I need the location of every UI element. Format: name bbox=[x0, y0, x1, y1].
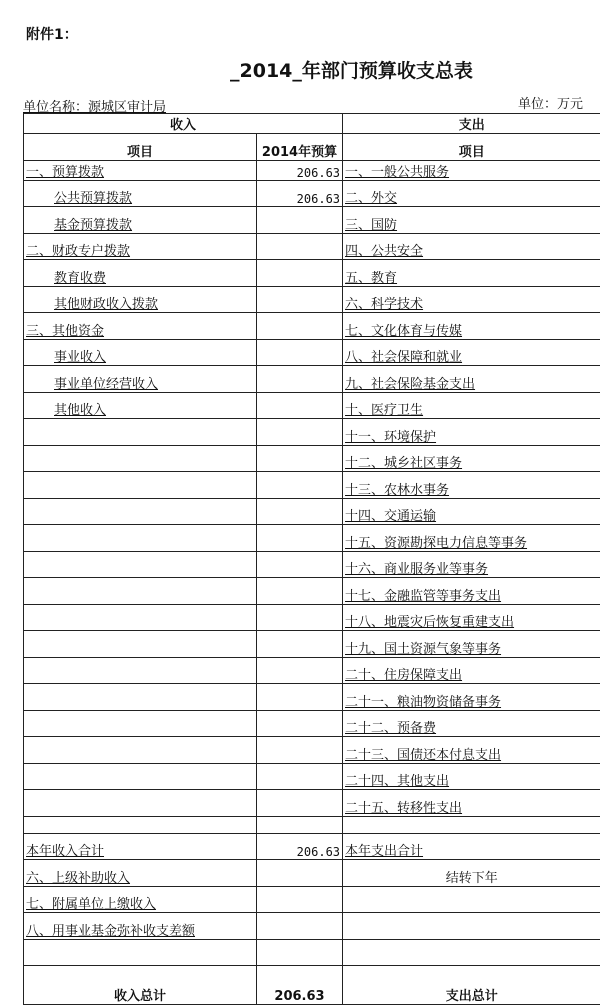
table-row bbox=[24, 860, 600, 887]
table-row bbox=[24, 710, 600, 737]
budget-amount bbox=[257, 525, 343, 552]
income-item: 三、其他资金 bbox=[24, 313, 257, 340]
table-row bbox=[24, 366, 600, 393]
expense-item: 十三、农林水事务 bbox=[343, 472, 600, 499]
income-item: 一、预算拨款 bbox=[24, 160, 257, 180]
budget-amount bbox=[257, 260, 343, 287]
expense-item: 四、公共安全 bbox=[343, 233, 600, 260]
table-row bbox=[24, 790, 600, 817]
expense-item: 二十一、粮油物资储备事务 bbox=[343, 684, 600, 711]
budget-amount bbox=[257, 737, 343, 764]
affiliate-label: 七、附属单位上缴收入 bbox=[24, 886, 257, 913]
expense-item: 五、教育 bbox=[343, 260, 600, 287]
table-row bbox=[24, 498, 600, 525]
unit-name: 单位名称：源城区审计局 bbox=[23, 96, 166, 115]
table-body bbox=[24, 160, 600, 816]
income-item: 基金预算拨款 bbox=[24, 207, 257, 234]
budget-amount bbox=[257, 207, 343, 234]
income-item: 教育收费 bbox=[24, 260, 257, 287]
budget-amount bbox=[257, 339, 343, 366]
attachment-label: 附件1： bbox=[26, 24, 78, 44]
total-income-amount: 206.63 bbox=[257, 966, 343, 1005]
table-row bbox=[24, 551, 600, 578]
income-item bbox=[24, 419, 257, 446]
expense-item: 二十四、其他支出 bbox=[343, 763, 600, 790]
income-item: 其他收入 bbox=[24, 392, 257, 419]
header-row-1 bbox=[24, 114, 600, 134]
table-row bbox=[24, 180, 600, 207]
expense-item: 十、医疗卫生 bbox=[343, 392, 600, 419]
item-header-expense: 项目 bbox=[343, 134, 600, 161]
table-row bbox=[24, 913, 600, 940]
expense-item: 十八、地震灾后恢复重建支出 bbox=[343, 604, 600, 631]
table-row bbox=[24, 207, 600, 234]
income-item bbox=[24, 551, 257, 578]
header-row-2 bbox=[24, 134, 600, 161]
expense-item: 三、国防 bbox=[343, 207, 600, 234]
income-item: 二、财政专户拨款 bbox=[24, 233, 257, 260]
expense-header: 支出 bbox=[343, 114, 600, 134]
income-item bbox=[24, 498, 257, 525]
income-item bbox=[24, 472, 257, 499]
budget-amount bbox=[257, 684, 343, 711]
table-row bbox=[24, 939, 600, 966]
table-row bbox=[24, 160, 600, 180]
expense-item: 十一、环境保护 bbox=[343, 419, 600, 446]
budget-amount bbox=[257, 790, 343, 817]
budget-amount bbox=[257, 631, 343, 658]
budget-amount bbox=[257, 419, 343, 446]
budget-table bbox=[23, 113, 600, 1005]
expense-item: 十四、交通运输 bbox=[343, 498, 600, 525]
grand-total-row bbox=[24, 966, 600, 1005]
income-item: 其他财政收入拨款 bbox=[24, 286, 257, 313]
budget-amount bbox=[257, 233, 343, 260]
table-row bbox=[24, 816, 600, 833]
budget-amount bbox=[257, 366, 343, 393]
budget-amount bbox=[257, 710, 343, 737]
fund-label: 八、用事业基金弥补收支差额 bbox=[24, 913, 257, 940]
expense-item: 二、外交 bbox=[343, 180, 600, 207]
income-item bbox=[24, 578, 257, 605]
table-row bbox=[24, 525, 600, 552]
budget-amount bbox=[257, 445, 343, 472]
income-item bbox=[24, 710, 257, 737]
income-item bbox=[24, 737, 257, 764]
budget-amount bbox=[257, 578, 343, 605]
item-header: 项目 bbox=[24, 134, 257, 161]
year-income-label: 本年收入合计 bbox=[24, 833, 257, 860]
table-row bbox=[24, 445, 600, 472]
income-item: 事业单位经营收入 bbox=[24, 366, 257, 393]
budget-amount bbox=[257, 286, 343, 313]
expense-item: 十二、城乡社区事务 bbox=[343, 445, 600, 472]
income-item bbox=[24, 684, 257, 711]
table-row bbox=[24, 657, 600, 684]
expense-item: 八、社会保障和就业 bbox=[343, 339, 600, 366]
income-item: 公共预算拨款 bbox=[24, 180, 257, 207]
income-header: 收入 bbox=[24, 114, 343, 134]
expense-item: 十九、国土资源气象等事务 bbox=[343, 631, 600, 658]
budget-amount bbox=[257, 392, 343, 419]
table-row bbox=[24, 472, 600, 499]
year-total-row bbox=[24, 833, 600, 860]
budget-amount bbox=[257, 604, 343, 631]
income-item bbox=[24, 604, 257, 631]
table-row bbox=[24, 684, 600, 711]
year-income-amount: 206.63 bbox=[257, 833, 343, 860]
budget-amount bbox=[257, 551, 343, 578]
expense-item: 六、科学技术 bbox=[343, 286, 600, 313]
table-row bbox=[24, 392, 600, 419]
table-row bbox=[24, 286, 600, 313]
budget-amount bbox=[257, 313, 343, 340]
table-row bbox=[24, 737, 600, 764]
year-expense-label: 本年支出合计 bbox=[343, 833, 600, 860]
budget-amount: 206.63 bbox=[257, 160, 343, 180]
table-row bbox=[24, 604, 600, 631]
expense-item: 二十三、国债还本付息支出 bbox=[343, 737, 600, 764]
table-row bbox=[24, 339, 600, 366]
total-income-label: 收入总计 bbox=[24, 966, 257, 1005]
expense-item: 二十二、预备费 bbox=[343, 710, 600, 737]
sub-income-label: 六、上级补助收入 bbox=[24, 860, 257, 887]
expense-item: 二十、住房保障支出 bbox=[343, 657, 600, 684]
expense-item: 十六、商业服务业等事务 bbox=[343, 551, 600, 578]
income-item bbox=[24, 657, 257, 684]
table-row bbox=[24, 763, 600, 790]
income-item: 事业收入 bbox=[24, 339, 257, 366]
expense-item: 十五、资源勘探电力信息等事务 bbox=[343, 525, 600, 552]
income-item bbox=[24, 790, 257, 817]
income-item bbox=[24, 763, 257, 790]
carry-label: 结转下年 bbox=[343, 860, 600, 887]
expense-item: 七、文化体育与传媒 bbox=[343, 313, 600, 340]
page-title: _2014_年部门预算收支总表 bbox=[230, 56, 473, 83]
income-item bbox=[24, 631, 257, 658]
budget-amount bbox=[257, 472, 343, 499]
unit-label: 单位：万元 bbox=[518, 93, 583, 112]
table-row bbox=[24, 260, 600, 287]
table-row bbox=[24, 419, 600, 446]
expense-item: 十七、金融监管等事务支出 bbox=[343, 578, 600, 605]
table-row bbox=[24, 578, 600, 605]
expense-item: 二十五、转移性支出 bbox=[343, 790, 600, 817]
table-row bbox=[24, 233, 600, 260]
budget-amount bbox=[257, 657, 343, 684]
budget-header: 2014年预算 bbox=[257, 134, 343, 161]
income-item bbox=[24, 525, 257, 552]
income-item bbox=[24, 445, 257, 472]
total-expense-label: 支出总计 bbox=[343, 966, 600, 1005]
budget-amount: 206.63 bbox=[257, 180, 343, 207]
budget-amount bbox=[257, 763, 343, 790]
table-row bbox=[24, 886, 600, 913]
table-row bbox=[24, 313, 600, 340]
table-row bbox=[24, 631, 600, 658]
budget-amount bbox=[257, 498, 343, 525]
expense-item: 九、社会保险基金支出 bbox=[343, 366, 600, 393]
expense-item: 一、一般公共服务 bbox=[343, 160, 600, 180]
